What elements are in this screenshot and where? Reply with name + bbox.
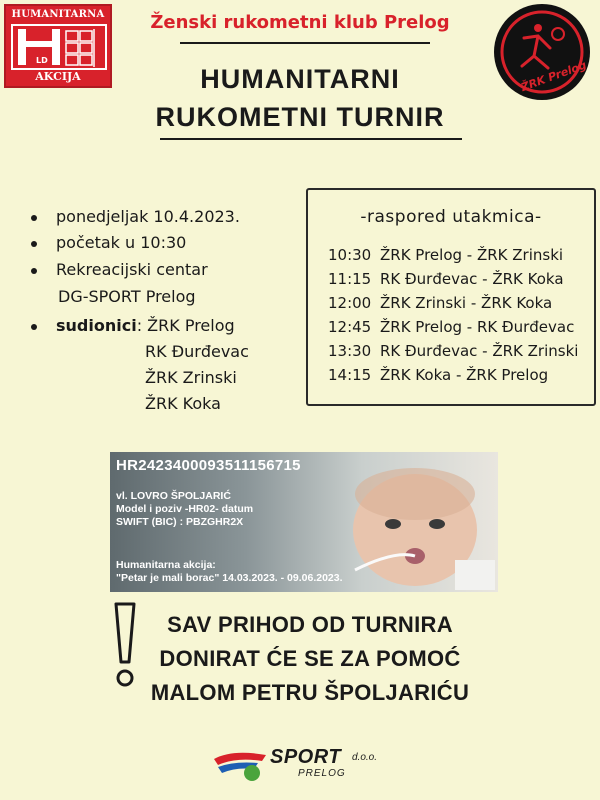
humanitarian-logo-mark: LD [36,56,48,65]
info-venue-line2: DG-SPORT Prelog [58,287,196,306]
campaign-label: Humanitarna akcija: [116,559,216,571]
sponsor-city: PRELOG [298,768,346,779]
participant-item: ŽRK Zrinski [145,368,237,387]
bullet-icon [31,215,37,221]
event-title-underline [160,138,462,140]
info-date: ponedjeljak 10.4.2023. [36,207,240,226]
schedule-row: 14:15 ŽRK Koka - ŽRK Prelog [328,366,549,384]
info-participants: sudionici: ŽRK Prelog [36,316,235,335]
club-logo-text: ŽRK Prelog [519,58,589,95]
humanitarian-logo-top-text: HUMANITARNA [11,9,105,20]
campaign-name: "Petar je mali borac" 14.03.2023. - 09.06.2023. [116,572,343,584]
participant-item: ŽRK Koka [145,394,221,413]
event-title-line1: HUMANITARNI [200,64,400,94]
schedule-title: -raspored utakmica- [360,207,542,227]
schedule-row: 11:15 RK Đurđevac - ŽRK Koka [328,270,564,288]
participants-label: sudionici [56,316,137,335]
donation-message-line1: SAV PRIHOD OD TURNIRA [167,612,453,637]
exclamation-icon [110,600,140,690]
bullet-icon [31,268,37,274]
donation-message-line3: MALOM PETRU ŠPOLJARIĆU [150,680,470,705]
baby-photo-icon [335,460,495,590]
payment-model: Model i poziv -HR02- datum [116,503,254,515]
participant-item: ŽRK Prelog [147,316,235,335]
sponsor-name: SPORT [270,746,342,768]
schedule-row: 10:30 ŽRK Prelog - ŽRK Zrinski [328,246,564,264]
schedule-row: 13:30 RK Đurđevac - ŽRK Zrinski [328,342,579,360]
bullet-icon [31,324,37,330]
donation-message-line2: DONIRAT ĆE SE ZA POMOĆ [159,646,461,671]
info-venue: Rekreacijski centar [36,260,208,279]
schedule-row: 12:45 ŽRK Prelog - RK Đurđevac [328,318,575,336]
club-name-underline [180,42,430,44]
event-title-line2: RUKOMETNI TURNIR [155,102,445,132]
swift-code: SWIFT (BIC) : PBZGHR2X [116,516,244,528]
participant-item: RK Đurđevac [145,342,249,361]
info-start: početak u 10:30 [36,233,186,252]
humanitarian-logo-bottom-text: AKCIJA [35,70,81,83]
account-owner: vl. LOVRO ŠPOLJARIĆ [116,490,231,502]
iban-number: HR2423400093511156715 [116,457,301,474]
bullet-icon [31,241,37,247]
club-name: Ženski rukometni klub Prelog [150,12,450,33]
sponsor-suffix: d.o.o. [352,752,378,763]
schedule-row: 12:00 ŽRK Zrinski - ŽRK Koka [328,294,553,312]
